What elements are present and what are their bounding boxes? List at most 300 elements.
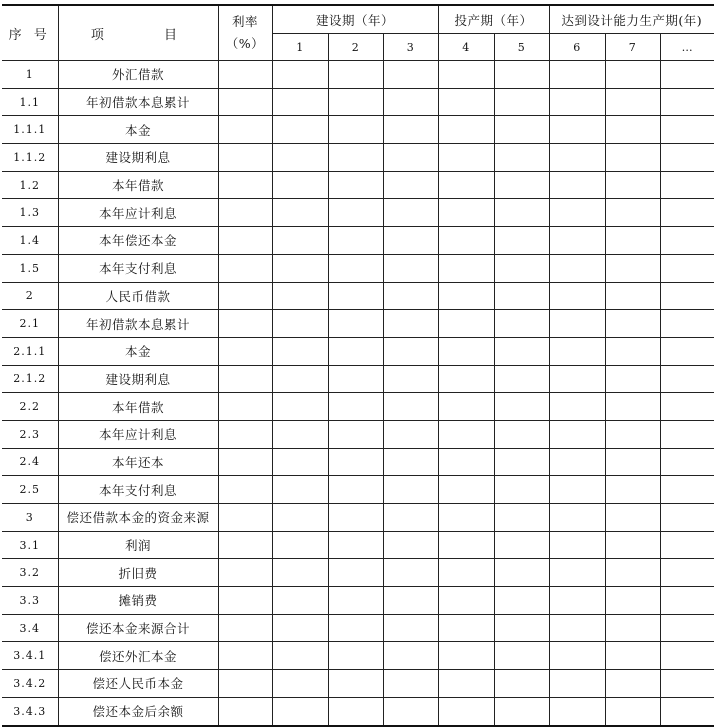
- rate-cell: [218, 531, 272, 559]
- header-operation-period: 投产期（年）: [438, 5, 549, 34]
- year-value-cell: [494, 116, 549, 144]
- row-number: 1.3: [2, 199, 58, 227]
- table-row: [2, 144, 714, 172]
- year-value-cell: [328, 587, 383, 615]
- year-value-cell: [605, 476, 660, 504]
- row-item-label: 建设期利息: [58, 365, 218, 393]
- year-value-cell: [272, 614, 328, 642]
- row-item-label: 本金: [58, 116, 218, 144]
- header-row-top: [2, 5, 714, 34]
- header-year: 4: [438, 34, 494, 61]
- rate-cell: [218, 144, 272, 172]
- year-value-cell: [494, 559, 549, 587]
- year-value-cell: [383, 476, 438, 504]
- year-value-cell: [494, 393, 549, 421]
- year-value-cell: [605, 531, 660, 559]
- year-value-cell: [383, 61, 438, 89]
- year-value-cell: [494, 531, 549, 559]
- year-value-cell: [328, 171, 383, 199]
- year-value-cell: [328, 670, 383, 698]
- year-value-cell: [494, 310, 549, 338]
- row-number: 1.1: [2, 88, 58, 116]
- rate-cell: [218, 642, 272, 670]
- year-value-cell: [605, 337, 660, 365]
- year-value-cell: [494, 476, 549, 504]
- table-row: [2, 310, 714, 338]
- row-number: 2: [2, 282, 58, 310]
- row-number: 3.3: [2, 587, 58, 615]
- year-value-cell: [328, 282, 383, 310]
- table-row: [2, 282, 714, 310]
- year-value-cell: [660, 337, 714, 365]
- row-number: 1.2: [2, 171, 58, 199]
- header-year: 3: [383, 34, 438, 61]
- year-value-cell: [383, 642, 438, 670]
- year-value-cell: [438, 254, 494, 282]
- year-value-cell: [494, 365, 549, 393]
- table-row: [2, 642, 714, 670]
- year-value-cell: [605, 448, 660, 476]
- year-value-cell: [383, 559, 438, 587]
- row-number: 1: [2, 61, 58, 89]
- year-value-cell: [549, 393, 605, 421]
- year-value-cell: [383, 282, 438, 310]
- row-item-label: 摊销费: [58, 587, 218, 615]
- year-value-cell: [549, 420, 605, 448]
- year-value-cell: [272, 420, 328, 448]
- year-value-cell: [660, 448, 714, 476]
- year-value-cell: [383, 254, 438, 282]
- year-value-cell: [660, 614, 714, 642]
- year-value-cell: [438, 504, 494, 532]
- header-year: 1: [272, 34, 328, 61]
- year-value-cell: [328, 504, 383, 532]
- year-value-cell: [328, 365, 383, 393]
- year-value-cell: [660, 531, 714, 559]
- year-value-cell: [383, 310, 438, 338]
- year-value-cell: [328, 476, 383, 504]
- table-row: [2, 61, 714, 89]
- year-value-cell: [549, 587, 605, 615]
- year-value-cell: [438, 61, 494, 89]
- year-value-cell: [660, 61, 714, 89]
- year-value-cell: [494, 227, 549, 255]
- rate-cell: [218, 116, 272, 144]
- row-number: 2.3: [2, 420, 58, 448]
- row-item-label: 年初借款本息累计: [58, 88, 218, 116]
- year-value-cell: [272, 587, 328, 615]
- table-row: [2, 476, 714, 504]
- header-year: 7: [605, 34, 660, 61]
- year-value-cell: [383, 227, 438, 255]
- year-value-cell: [272, 697, 328, 725]
- year-value-cell: [605, 227, 660, 255]
- row-item-label: 年初借款本息累计: [58, 310, 218, 338]
- year-value-cell: [494, 144, 549, 172]
- year-value-cell: [272, 476, 328, 504]
- row-item-label: 偿还人民币本金: [58, 670, 218, 698]
- row-number: 1.1.2: [2, 144, 58, 172]
- table-row: [2, 559, 714, 587]
- row-number: 3.4.2: [2, 670, 58, 698]
- row-number: 2.4: [2, 448, 58, 476]
- year-value-cell: [660, 365, 714, 393]
- year-value-cell: [438, 282, 494, 310]
- row-item-label: 偿还借款本金的资金来源: [58, 504, 218, 532]
- row-number: 3.4: [2, 614, 58, 642]
- row-item-label: 本年支付利息: [58, 254, 218, 282]
- table-row: [2, 420, 714, 448]
- year-value-cell: [438, 697, 494, 725]
- rate-cell: [218, 587, 272, 615]
- year-value-cell: [549, 697, 605, 725]
- year-value-cell: [328, 254, 383, 282]
- rate-cell: [218, 254, 272, 282]
- year-value-cell: [494, 282, 549, 310]
- year-value-cell: [494, 587, 549, 615]
- year-value-cell: [549, 559, 605, 587]
- year-value-cell: [549, 254, 605, 282]
- year-value-cell: [272, 116, 328, 144]
- row-number: 3: [2, 504, 58, 532]
- table-header: [2, 5, 714, 61]
- year-value-cell: [328, 393, 383, 421]
- year-value-cell: [272, 448, 328, 476]
- year-value-cell: [605, 614, 660, 642]
- year-value-cell: [383, 504, 438, 532]
- year-value-cell: [549, 504, 605, 532]
- header-year: 6: [549, 34, 605, 61]
- year-value-cell: [383, 587, 438, 615]
- year-value-cell: [494, 614, 549, 642]
- year-value-cell: [328, 531, 383, 559]
- year-value-cell: [605, 697, 660, 725]
- table-row: [2, 171, 714, 199]
- year-value-cell: [272, 144, 328, 172]
- rate-cell: [218, 171, 272, 199]
- row-number: 2.1.1: [2, 337, 58, 365]
- year-value-cell: [605, 504, 660, 532]
- year-value-cell: [660, 642, 714, 670]
- row-number: 2.1.2: [2, 365, 58, 393]
- year-value-cell: [328, 420, 383, 448]
- table-body: [2, 61, 714, 726]
- rate-cell: [218, 476, 272, 504]
- table-row: [2, 448, 714, 476]
- year-value-cell: [660, 171, 714, 199]
- year-value-cell: [549, 199, 605, 227]
- year-value-cell: [328, 61, 383, 89]
- year-value-cell: [272, 310, 328, 338]
- year-value-cell: [383, 88, 438, 116]
- year-value-cell: [438, 476, 494, 504]
- year-value-cell: [660, 144, 714, 172]
- year-value-cell: [660, 282, 714, 310]
- year-value-cell: [660, 88, 714, 116]
- year-value-cell: [660, 227, 714, 255]
- row-item-label: 本年借款: [58, 393, 218, 421]
- year-value-cell: [438, 531, 494, 559]
- table-row: [2, 670, 714, 698]
- year-value-cell: [328, 227, 383, 255]
- year-value-cell: [438, 393, 494, 421]
- rate-cell: [218, 227, 272, 255]
- year-value-cell: [272, 559, 328, 587]
- year-value-cell: [605, 199, 660, 227]
- row-number: 3.1: [2, 531, 58, 559]
- table-row: [2, 393, 714, 421]
- year-value-cell: [494, 171, 549, 199]
- year-value-cell: [383, 531, 438, 559]
- rate-cell: [218, 697, 272, 725]
- year-value-cell: [605, 88, 660, 116]
- header-year-more: …: [660, 34, 714, 61]
- table-row: [2, 365, 714, 393]
- rate-cell: [218, 310, 272, 338]
- row-item-label: 人民币借款: [58, 282, 218, 310]
- row-number: 1.4: [2, 227, 58, 255]
- year-value-cell: [549, 88, 605, 116]
- year-value-cell: [383, 199, 438, 227]
- year-value-cell: [328, 337, 383, 365]
- year-value-cell: [660, 587, 714, 615]
- rate-cell: [218, 365, 272, 393]
- rate-cell: [218, 504, 272, 532]
- rate-cell: [218, 670, 272, 698]
- row-number: 3.4.1: [2, 642, 58, 670]
- row-number: 1.5: [2, 254, 58, 282]
- rate-cell: [218, 337, 272, 365]
- rate-cell: [218, 282, 272, 310]
- year-value-cell: [494, 88, 549, 116]
- year-value-cell: [660, 670, 714, 698]
- year-value-cell: [605, 420, 660, 448]
- row-item-label: 本年还本: [58, 448, 218, 476]
- year-value-cell: [272, 337, 328, 365]
- year-value-cell: [438, 199, 494, 227]
- year-value-cell: [272, 531, 328, 559]
- year-value-cell: [383, 171, 438, 199]
- year-value-cell: [605, 116, 660, 144]
- year-value-cell: [660, 559, 714, 587]
- year-value-cell: [549, 171, 605, 199]
- rate-cell: [218, 559, 272, 587]
- row-item-label: 本年应计利息: [58, 199, 218, 227]
- year-value-cell: [438, 559, 494, 587]
- year-value-cell: [438, 587, 494, 615]
- year-value-cell: [605, 254, 660, 282]
- year-value-cell: [605, 171, 660, 199]
- header-year: 2: [328, 34, 383, 61]
- year-value-cell: [272, 642, 328, 670]
- year-value-cell: [549, 642, 605, 670]
- loan-repayment-table: [2, 4, 714, 727]
- year-value-cell: [438, 337, 494, 365]
- rate-cell: [218, 61, 272, 89]
- year-value-cell: [605, 365, 660, 393]
- year-value-cell: [328, 448, 383, 476]
- year-value-cell: [438, 365, 494, 393]
- year-value-cell: [383, 365, 438, 393]
- year-value-cell: [660, 420, 714, 448]
- year-value-cell: [383, 337, 438, 365]
- rate-cell: [218, 448, 272, 476]
- year-value-cell: [438, 116, 494, 144]
- header-construction-period: 建设期（年）: [272, 5, 438, 34]
- year-value-cell: [328, 559, 383, 587]
- rate-cell: [218, 614, 272, 642]
- year-value-cell: [272, 504, 328, 532]
- header-rate-label: 利率: [231, 14, 258, 29]
- year-value-cell: [549, 310, 605, 338]
- rate-cell: [218, 88, 272, 116]
- year-value-cell: [328, 642, 383, 670]
- year-value-cell: [605, 587, 660, 615]
- header-item: 项 目: [58, 5, 218, 61]
- year-value-cell: [272, 393, 328, 421]
- year-value-cell: [272, 282, 328, 310]
- year-value-cell: [494, 448, 549, 476]
- year-value-cell: [660, 199, 714, 227]
- row-item-label: 本年应计利息: [58, 420, 218, 448]
- year-value-cell: [328, 116, 383, 144]
- table-row: [2, 587, 714, 615]
- year-value-cell: [494, 199, 549, 227]
- year-value-cell: [605, 670, 660, 698]
- year-value-cell: [549, 476, 605, 504]
- year-value-cell: [605, 61, 660, 89]
- year-value-cell: [549, 144, 605, 172]
- header-production-period: 达到设计能力生产期(年): [549, 5, 714, 34]
- year-value-cell: [438, 88, 494, 116]
- table-row: [2, 614, 714, 642]
- year-value-cell: [549, 337, 605, 365]
- row-number: 3.2: [2, 559, 58, 587]
- year-value-cell: [605, 559, 660, 587]
- year-value-cell: [272, 199, 328, 227]
- year-value-cell: [272, 227, 328, 255]
- year-value-cell: [660, 254, 714, 282]
- table-row: [2, 227, 714, 255]
- header-year: 5: [494, 34, 549, 61]
- year-value-cell: [660, 393, 714, 421]
- year-value-cell: [660, 310, 714, 338]
- row-item-label: 偿还本金来源合计: [58, 614, 218, 642]
- year-value-cell: [605, 642, 660, 670]
- year-value-cell: [494, 642, 549, 670]
- year-value-cell: [549, 448, 605, 476]
- table-row: [2, 531, 714, 559]
- year-value-cell: [383, 116, 438, 144]
- header-rate-unit: （%）: [225, 36, 265, 51]
- year-value-cell: [494, 697, 549, 725]
- table-row: [2, 254, 714, 282]
- year-value-cell: [549, 614, 605, 642]
- year-value-cell: [660, 476, 714, 504]
- year-value-cell: [494, 420, 549, 448]
- year-value-cell: [272, 365, 328, 393]
- year-value-cell: [549, 670, 605, 698]
- year-value-cell: [494, 254, 549, 282]
- row-item-label: 建设期利息: [58, 144, 218, 172]
- year-value-cell: [328, 199, 383, 227]
- rate-cell: [218, 393, 272, 421]
- row-number: 2.5: [2, 476, 58, 504]
- year-value-cell: [272, 61, 328, 89]
- year-value-cell: [272, 670, 328, 698]
- year-value-cell: [328, 144, 383, 172]
- year-value-cell: [660, 504, 714, 532]
- header-seq: 序 号: [2, 5, 58, 61]
- row-item-label: 本金: [58, 337, 218, 365]
- row-item-label: 本年偿还本金: [58, 227, 218, 255]
- row-number: 2.2: [2, 393, 58, 421]
- year-value-cell: [328, 614, 383, 642]
- year-value-cell: [438, 420, 494, 448]
- row-item-label: 偿还本金后余额: [58, 697, 218, 725]
- row-item-label: 偿还外汇本金: [58, 642, 218, 670]
- year-value-cell: [328, 88, 383, 116]
- year-value-cell: [549, 365, 605, 393]
- year-value-cell: [549, 227, 605, 255]
- year-value-cell: [272, 88, 328, 116]
- year-value-cell: [383, 670, 438, 698]
- year-value-cell: [272, 254, 328, 282]
- year-value-cell: [494, 337, 549, 365]
- row-item-label: 本年支付利息: [58, 476, 218, 504]
- year-value-cell: [549, 61, 605, 89]
- year-value-cell: [438, 614, 494, 642]
- year-value-cell: [605, 393, 660, 421]
- year-value-cell: [549, 116, 605, 144]
- table-row: [2, 88, 714, 116]
- rate-cell: [218, 199, 272, 227]
- rate-cell: [218, 420, 272, 448]
- year-value-cell: [494, 61, 549, 89]
- row-item-label: 外汇借款: [58, 61, 218, 89]
- table-row: [2, 199, 714, 227]
- year-value-cell: [438, 642, 494, 670]
- year-value-cell: [272, 171, 328, 199]
- row-number: 2.1: [2, 310, 58, 338]
- year-value-cell: [605, 282, 660, 310]
- year-value-cell: [438, 227, 494, 255]
- year-value-cell: [438, 310, 494, 338]
- table-row: [2, 337, 714, 365]
- year-value-cell: [383, 614, 438, 642]
- year-value-cell: [438, 171, 494, 199]
- year-value-cell: [605, 144, 660, 172]
- year-value-cell: [383, 697, 438, 725]
- year-value-cell: [383, 420, 438, 448]
- year-value-cell: [383, 393, 438, 421]
- year-value-cell: [549, 531, 605, 559]
- year-value-cell: [328, 697, 383, 725]
- row-item-label: 折旧费: [58, 559, 218, 587]
- table-row: [2, 697, 714, 725]
- year-value-cell: [605, 310, 660, 338]
- table-row: [2, 504, 714, 532]
- year-value-cell: [438, 670, 494, 698]
- year-value-cell: [494, 504, 549, 532]
- header-rate: [218, 5, 272, 61]
- year-value-cell: [383, 448, 438, 476]
- table-row: [2, 116, 714, 144]
- year-value-cell: [438, 144, 494, 172]
- row-item-label: 本年借款: [58, 171, 218, 199]
- year-value-cell: [494, 670, 549, 698]
- year-value-cell: [328, 310, 383, 338]
